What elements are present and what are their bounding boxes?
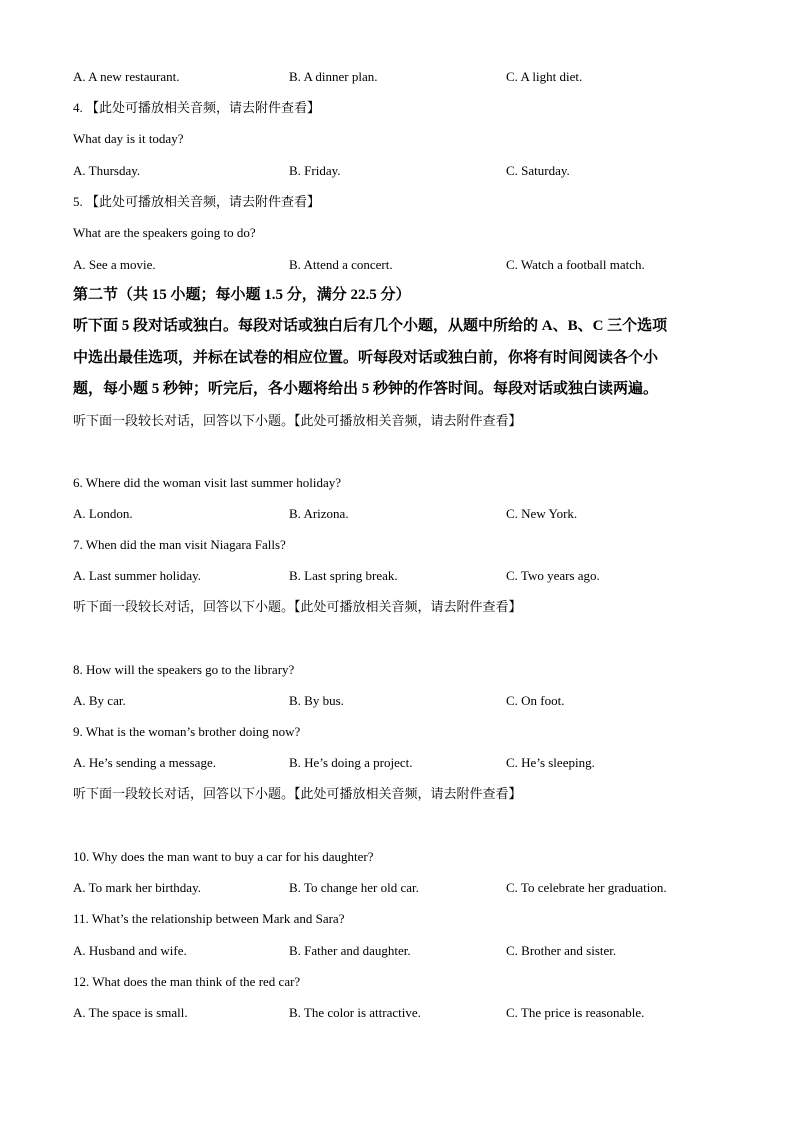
- q7-option-b: B. Last spring break.: [289, 568, 398, 583]
- section-instructions-line: 听下面 5 段对话或独白。每段对话或独白后有几个小题，从题中所给的 A、B、C 三个选项: [73, 318, 668, 334]
- q9-option-a: A. He’s sending a message.: [73, 755, 216, 770]
- q6-option-b: B. Arizona.: [289, 506, 349, 521]
- q5-option-b: B. Attend a concert.: [289, 257, 393, 272]
- q6-option-c: C. New York.: [506, 506, 578, 521]
- q7-option-a: A. Last summer holiday.: [73, 568, 202, 583]
- q10-option-c: C. To celebrate her graduation.: [506, 880, 667, 895]
- q8-option-a: A. By car.: [73, 693, 126, 708]
- q8-option-c: C. On foot.: [506, 693, 565, 708]
- q6-option-a: A. London.: [73, 506, 133, 521]
- q11-question: 11. What’s the relationship between Mark and Sara?: [73, 911, 345, 926]
- q4-option-c: C. Saturday.: [506, 163, 570, 178]
- section-instructions-line: 中选出最佳选项，并标在试卷的相应位置。听每段对话或独白前，你将有时间阅读各个小: [73, 350, 659, 366]
- q6-question: 6. Where did the woman visit last summer holiday?: [73, 475, 342, 490]
- q11-option-c: C. Brother and sister.: [506, 943, 617, 958]
- q11-option-a: A. Husband and wife.: [73, 943, 187, 958]
- q4-audio-note: 4. 【此处可播放相关音频，请去附件查看】: [73, 100, 321, 115]
- q5-audio-note: 5. 【此处可播放相关音频，请去附件查看】: [73, 194, 321, 209]
- q10-option-b: B. To change her old car.: [289, 880, 419, 895]
- q7-option-c: C. Two years ago.: [506, 568, 600, 583]
- section-instructions-line: 题，每小题 5 秒钟；听完后，各小题将给出 5 秒钟的作答时间。每段对话或独白读两遍。: [73, 381, 659, 397]
- listening-prompt: 听下面一段较长对话，回答以下小题。【此处可播放相关音频，请去附件查看】: [73, 599, 522, 614]
- q8-option-b: B. By bus.: [289, 693, 344, 708]
- q5-question: What are the speakers going to do?: [73, 225, 256, 240]
- q10-option-a: A. To mark her birthday.: [73, 880, 201, 895]
- q4-option-b: B. Friday.: [289, 163, 341, 178]
- q3-option-a: A. A new restaurant.: [73, 69, 180, 84]
- q4-option-a: A. Thursday.: [73, 163, 141, 178]
- q10-question: 10. Why does the man want to buy a car for his daughter?: [73, 849, 374, 864]
- q4-question: What day is it today?: [73, 131, 184, 146]
- q9-question: 9. What is the woman’s brother doing now?: [73, 724, 301, 739]
- q7-question: 7. When did the man visit Niagara Falls?: [73, 537, 286, 552]
- listening-prompt: 听下面一段较长对话，回答以下小题。【此处可播放相关音频，请去附件查看】: [73, 413, 522, 428]
- q12-option-b: B. The color is attractive.: [289, 1005, 421, 1020]
- listening-prompt: 听下面一段较长对话，回答以下小题。【此处可播放相关音频，请去附件查看】: [73, 786, 522, 801]
- q5-option-a: A. See a movie.: [73, 257, 156, 272]
- q3-option-c: C. A light diet.: [506, 69, 583, 84]
- section-heading: 第二节（共 15 小题；每小题 1.5 分，满分 22.5 分）: [73, 287, 411, 303]
- q12-option-a: A. The space is small.: [73, 1005, 188, 1020]
- q12-question: 12. What does the man think of the red car?: [73, 974, 301, 989]
- q9-option-c: C. He’s sleeping.: [506, 755, 595, 770]
- q5-option-c: C. Watch a football match.: [506, 257, 645, 272]
- q3-option-b: B. A dinner plan.: [289, 69, 378, 84]
- q8-question: 8. How will the speakers go to the library?: [73, 662, 295, 677]
- q12-option-c: C. The price is reasonable.: [506, 1005, 645, 1020]
- q9-option-b: B. He’s doing a project.: [289, 755, 413, 770]
- q11-option-b: B. Father and daughter.: [289, 943, 411, 958]
